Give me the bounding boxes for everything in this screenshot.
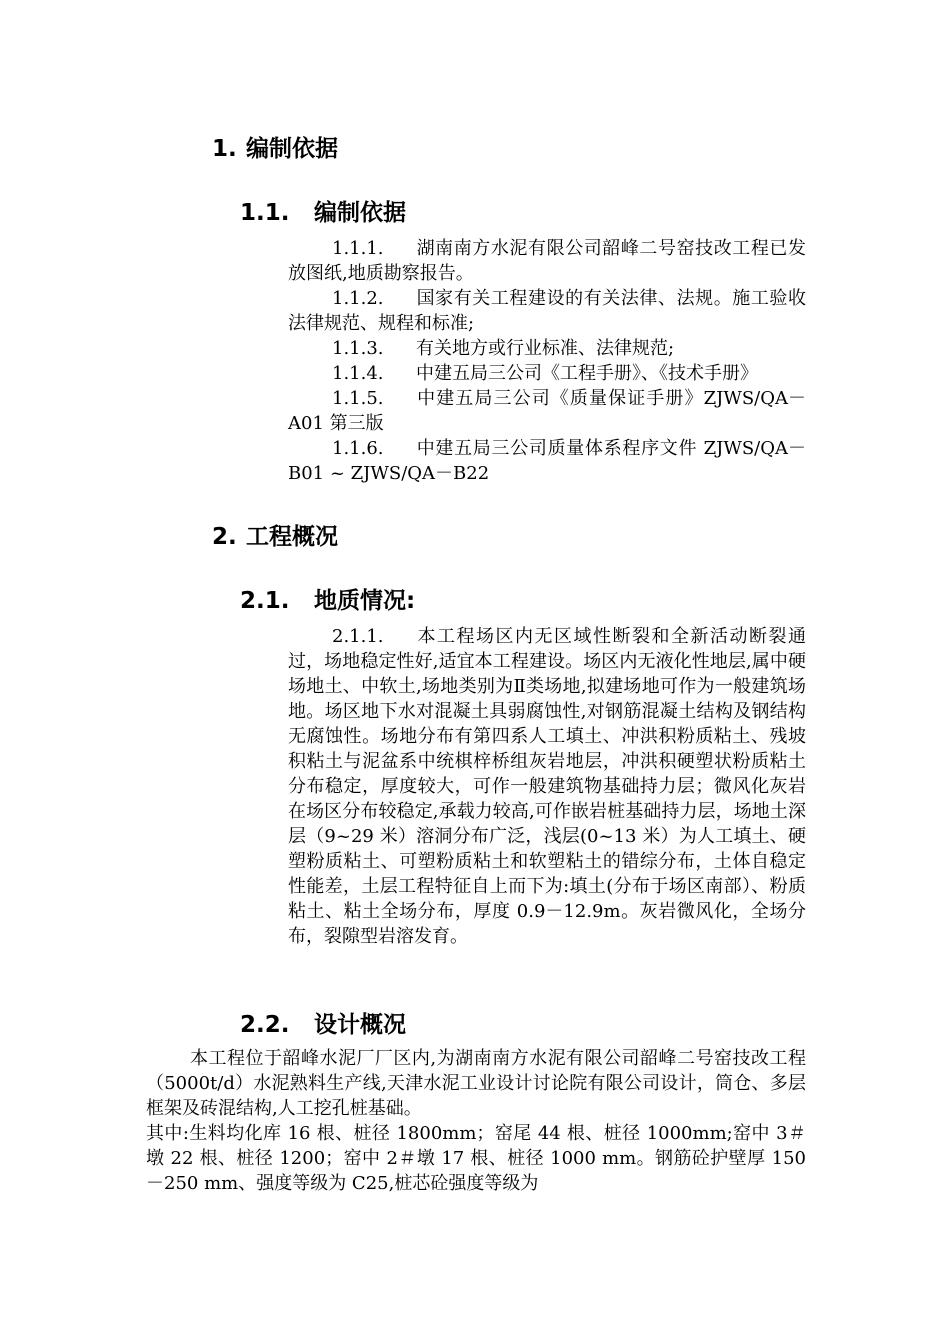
design-overview [146,1046,806,1196]
heading-section-2-2 [240,1010,406,1040]
list-item [288,436,806,486]
heading-section-2 [212,522,338,552]
heading-section-2-1 [240,586,415,616]
item-number: 1.1.5. [332,388,384,409]
list-compilation-basis [288,236,806,486]
list-item [288,336,806,361]
design-paragraph-2: 其中:生料均化库 16 根、桩径 1800mm；窑尾 44 根、桩径 1000mm;窑中 3＃墩 22 根、桩径 1200；窑中 2＃墩 17 根、桩径 1000 mm。钢筋砼护壁厚 150－250 mm、强度等级为 C25,桩芯砼强度等级为 [146,1123,806,1194]
geology-paragraph [288,624,806,949]
heading-number: 2.1. [240,588,290,614]
item-text: 国家有关工程建设的有关法律、法规。施工验收法律规范、规程和标准; [288,288,806,334]
item-number: 2.1.1. [332,626,384,647]
design-paragraph-1: 本工程位于韶峰水泥厂厂区内,为湖南南方水泥有限公司韶峰二号窑技改工程（5000t/d）水泥熟料生产线,天津水泥工业设计讨论院有限公司设计，筒仓、多层框架及砖混结构,人工挖孔桩基础。 [146,1048,806,1119]
list-item [288,386,806,436]
heading-section-1-1 [240,198,406,228]
heading-number: 2.2. [240,1012,290,1038]
item-text: 中建五局三公司《工程手册》、《技术手册》 [416,363,758,384]
item-text: 有关地方或行业标准、法律规范; [416,338,675,359]
item-number: 1.1.1. [332,238,384,259]
heading-title: 设计概况 [314,1012,406,1038]
item-text: 湖南南方水泥有限公司韶峰二号窑技改工程已发放图纸,地质勘察报告。 [288,238,806,284]
item-number: 1.1.3. [332,338,384,359]
heading-title: 地质情况: [314,588,416,614]
heading-title: 编制依据 [314,200,406,226]
item-number: 1.1.2. [332,288,384,309]
heading-title: 工程概况 [246,524,338,550]
item-text: 中建五局三公司质量体系程序文件 ZJWS/QA－B01 ~ ZJWS/QA－B22 [288,438,806,484]
list-item [288,286,806,336]
list-item [288,236,806,286]
heading-section-1 [212,134,338,164]
item-number: 1.1.4. [332,363,384,384]
heading-number: 2. [212,524,237,550]
heading-number: 1.1. [240,200,290,226]
heading-number: 1. [212,136,237,162]
item-text: 本工程场区内无区域性断裂和全新活动断裂通过，场地稳定性好,适宜本工程建设。场区内无液化性地层,属中硬场地土、中软土,场地类别为Ⅱ类场地,拟建场地可作为一般建筑场地。场区地下水对混凝土具弱腐蚀性,对钢筋混凝土结构及钢结构无腐蚀性。场地分布有第四系人工填土、冲洪积粉质粘土、残坡积粘土与泥盆系中统棋梓桥组灰岩地层，冲洪积硬塑状粉质粘土分布稳定，厚度较大，可作一般建筑物基础持力层；微风化灰岩在场区分布较稳定,承载力较高,可作嵌岩桩基础持力层，场地土深层（9~29 米）溶洞分布广泛，浅层(0~13 米）为人工填土、硬塑粉质粘土、可塑粉质粘土和软塑粘土的错综分布，土体自稳定性能差，土层工程特征自上而下为:填土(分布于场区南部）、粉质粘土、粘土全场分布，厚度 0.9－12.9m。灰岩微风化，全场分布，裂隙型岩溶发育。 [288,626,806,947]
item-number: 1.1.6. [332,438,384,459]
heading-title: 编制依据 [246,136,338,162]
list-item [288,361,806,386]
item-text: 中建五局三公司《质量保证手册》ZJWS/QA－A01 第三版 [288,388,806,434]
